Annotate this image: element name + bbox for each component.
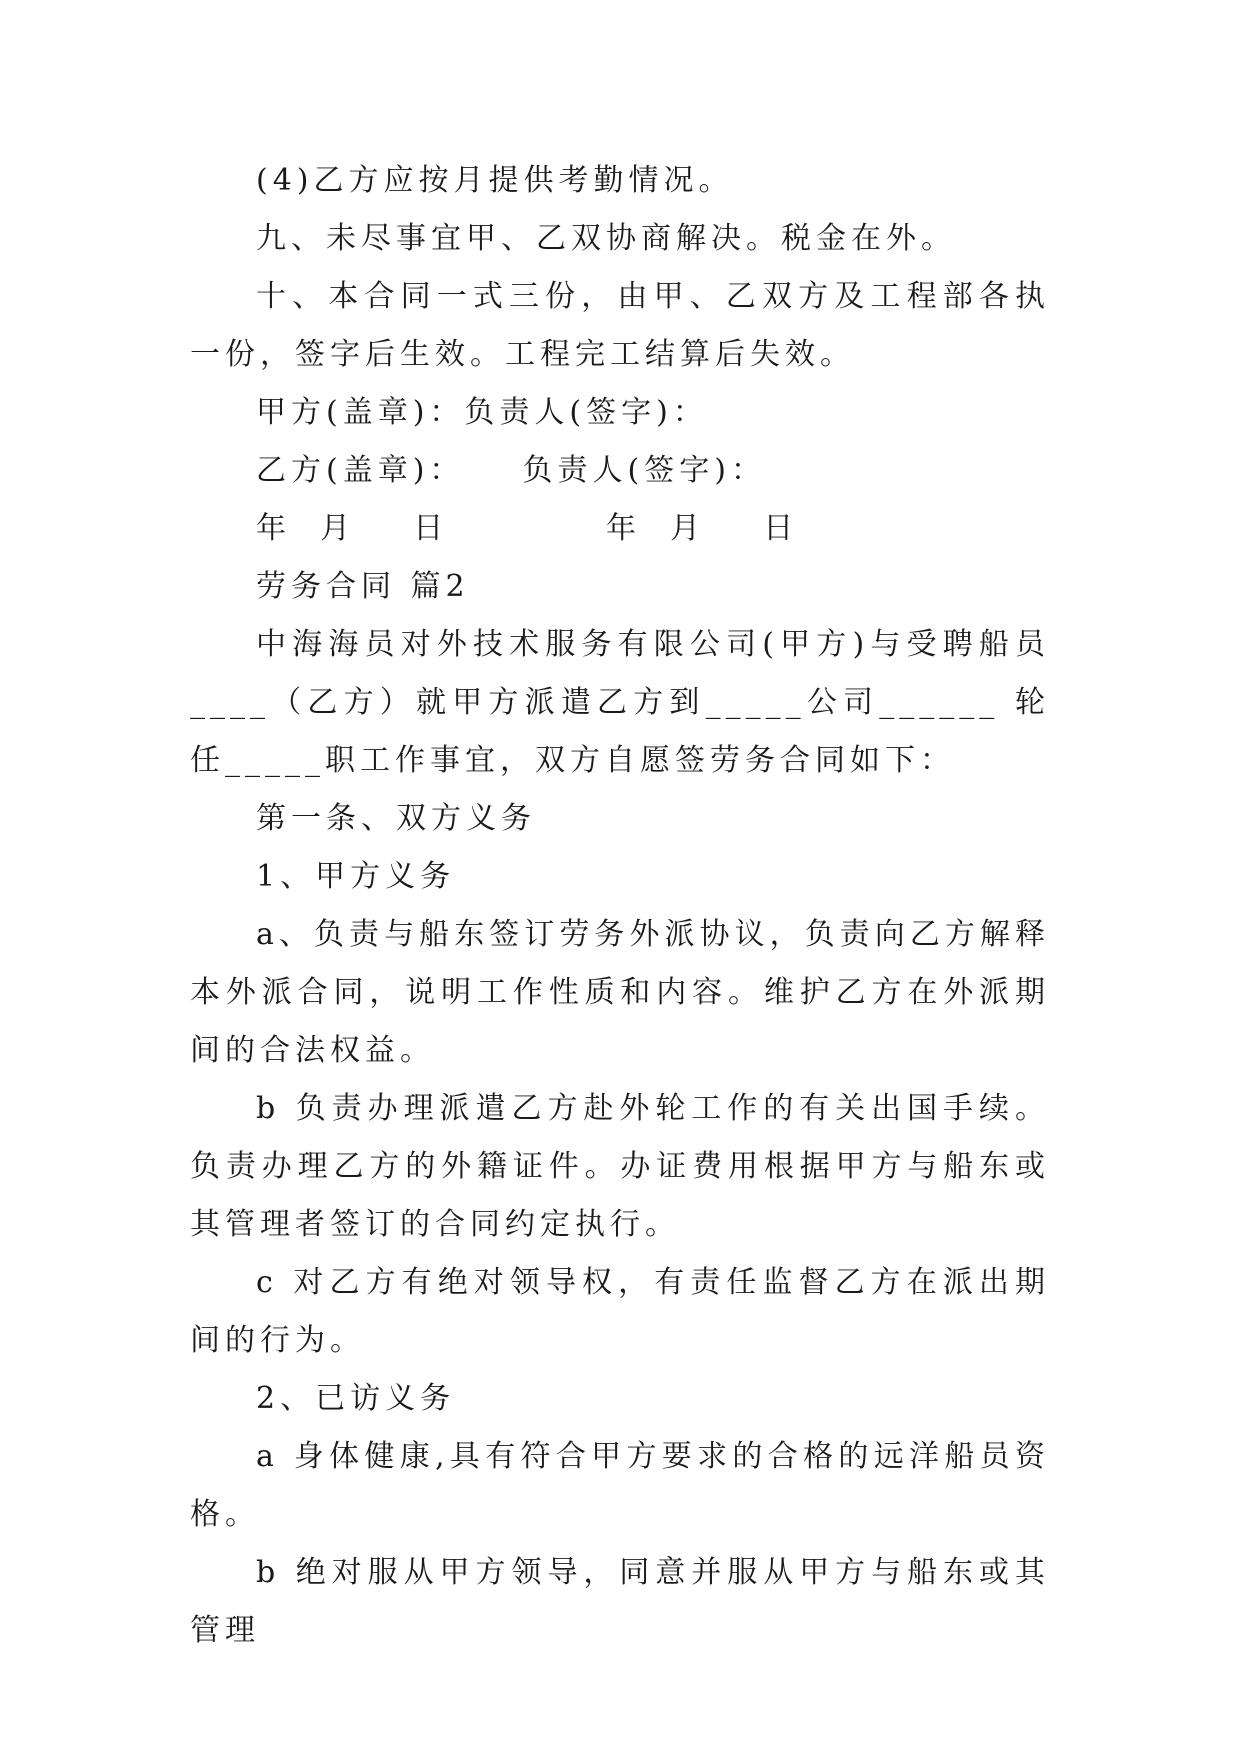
- heading-party-a-duties: 1、甲方义务: [256, 859, 456, 894]
- party-a-signature-line: 甲方(盖章)：负责人(签字)：: [256, 395, 708, 430]
- date-row: [190, 500, 1050, 558]
- paragraph-clause-ten: 十、本合同一式三份，由甲、乙双方及工程部各执一份，签字后生效。工程完工结算后失效。: [190, 279, 1050, 372]
- paragraph-intro: 中海海员对外技术服务有限公司(甲方)与受聘船员____（乙方）就甲方派遣乙方到_____公司______ 轮任_____职工作事宜，双方自愿签劳务合同如下：: [190, 627, 1050, 778]
- party-b-signature-line: 乙方(盖章)： 负责人(签字)：: [256, 453, 766, 488]
- date-left: 年 月 日: [256, 511, 449, 546]
- date-right: 年 月 日: [606, 511, 799, 546]
- heading-article-one: 第一条、双方义务: [256, 801, 536, 836]
- paragraph-b-duty-a: a 身体健康,具有符合甲方要求的合格的远洋船员资格。: [190, 1439, 1050, 1532]
- section-title: 劳务合同 篇2: [256, 569, 470, 604]
- paragraph-b-duty-b: b 绝对服从甲方领导，同意并服从甲方与船东或其管理: [190, 1555, 1050, 1648]
- document-page: [190, 152, 1050, 1660]
- paragraph-duty-a: a、负责与船东签订劳务外派协议，负责向乙方解释本外派合同，说明工作性质和内容。维护乙方在外派期间的合法权益。: [190, 917, 1050, 1068]
- paragraph-duty-b: b 负责办理派遣乙方赴外轮工作的有关出国手续。负责办理乙方的外籍证件。办证费用根据甲方与船东或其管理者签订的合同约定执行。: [190, 1091, 1050, 1242]
- paragraph-clause-nine: 九、未尽事宜甲、乙双协商解决。税金在外。: [256, 221, 956, 256]
- paragraph-attendance: (4)乙方应按月提供考勤情况。: [256, 163, 734, 198]
- paragraph-duty-c: c 对乙方有绝对领导权，有责任监督乙方在派出期间的行为。: [190, 1265, 1050, 1358]
- heading-party-b-duties: 2、已访义务: [256, 1381, 456, 1416]
